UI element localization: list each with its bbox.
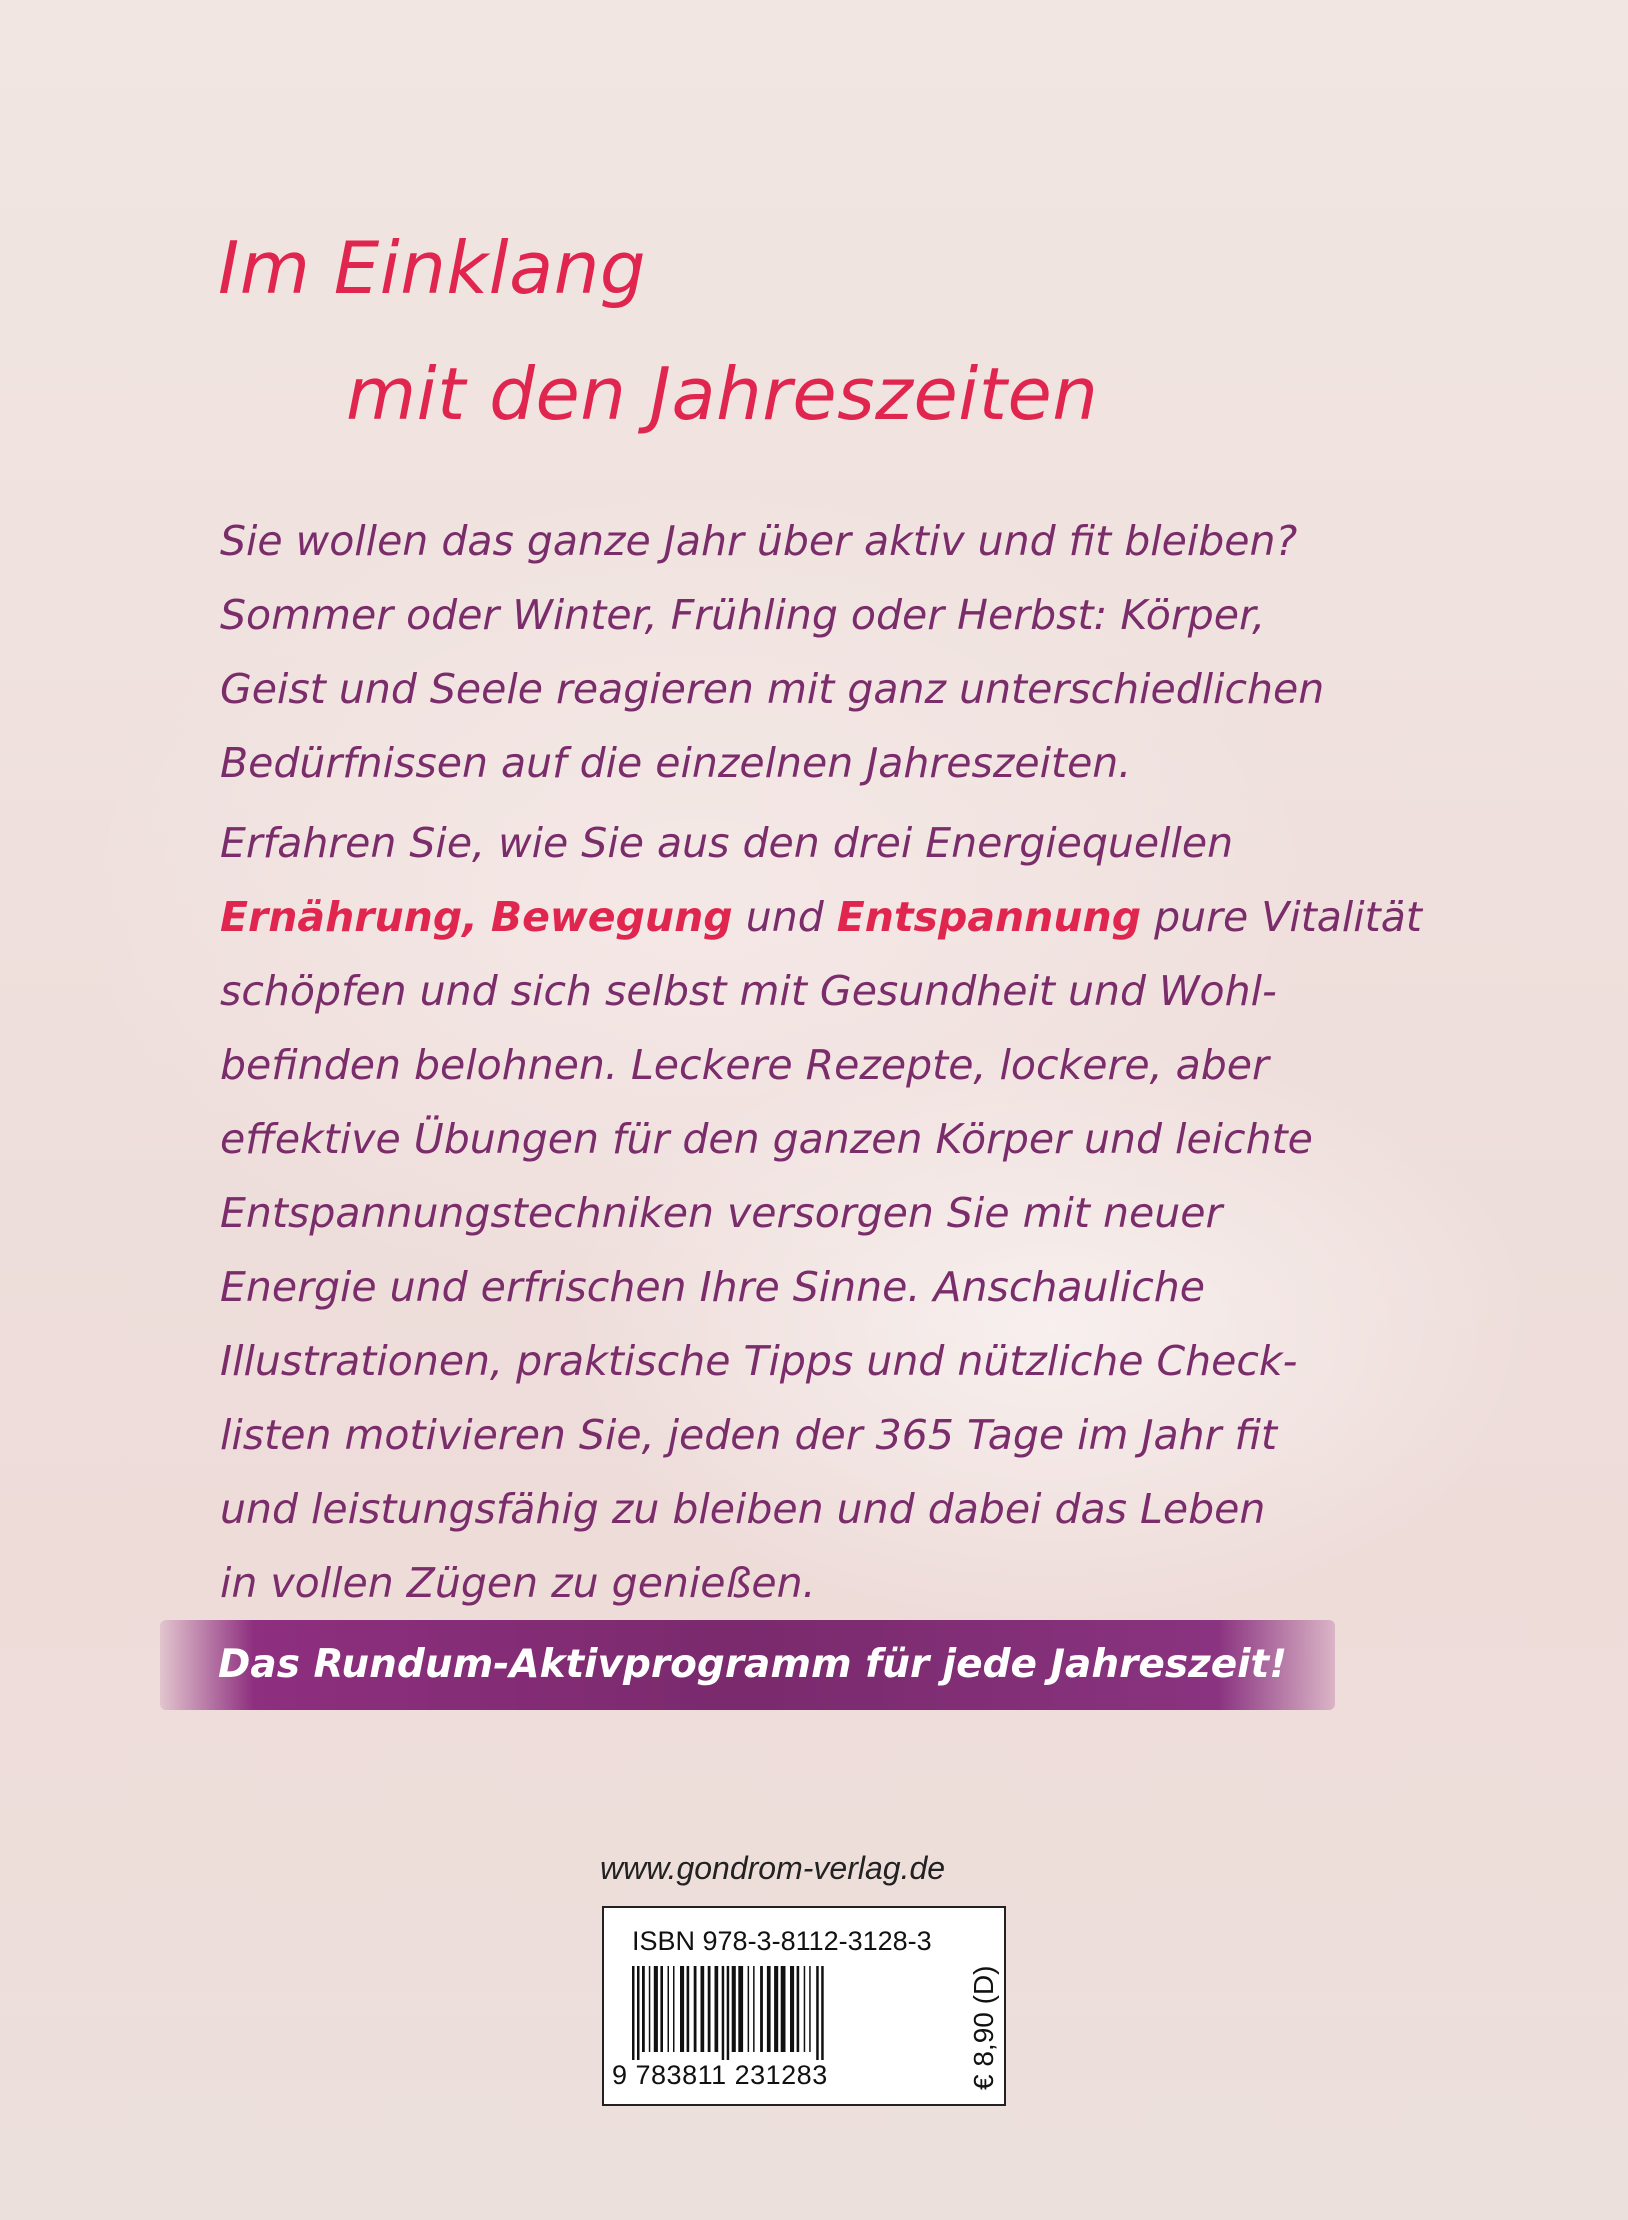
intro-paragraph: [220, 504, 1400, 800]
barcode-bar: [660, 1966, 663, 2052]
text-line: Entspannungstechniken versorgen Sie mit neuer: [220, 1189, 1223, 1237]
barcode-bar: [642, 1966, 645, 2052]
text-line: Energie und erfrischen Ihre Sinne. Anschauliche: [220, 1263, 1206, 1311]
isbn-text: ISBN 978-3-8112-3128-3: [632, 1926, 932, 1956]
barcode-bar: [715, 1966, 719, 2052]
highlight-bewegung: Bewegung: [490, 893, 733, 941]
tagline-banner: [160, 1620, 1335, 1710]
barcode-digits: 9 783811 231283: [612, 2060, 828, 2090]
text-line: Geist und Seele reagieren mit ganz unterschiedlichen: [220, 665, 1325, 713]
barcode-bar: [727, 1966, 730, 2060]
description-paragraph: [220, 806, 1422, 1620]
barcode-bar: [673, 1966, 675, 2052]
barcode-bar: [790, 1966, 794, 2052]
publisher-website: www.gondrom-verlag.de: [600, 1850, 946, 1886]
barcode-bar: [694, 1966, 697, 2052]
barcode-bar: [668, 1966, 670, 2052]
line-rest: pure Vitalität: [1154, 893, 1422, 941]
barcode-bar: [774, 1966, 778, 2052]
barcode-bar: [748, 1966, 750, 2052]
text-line: Erfahren Sie, wie Sie aus den drei Energiequellen: [220, 819, 1234, 867]
text-line: listen motivieren Sie, jeden der 365 Tage im Jahr fit: [220, 1411, 1278, 1459]
barcode-bar: [804, 1966, 806, 2052]
conjunction: und: [745, 893, 824, 941]
barcode-bars: [632, 1966, 942, 2060]
barcode-bar: [722, 1966, 725, 2060]
barcode-bar: [797, 1966, 800, 2052]
barcode-bar: [680, 1966, 684, 2052]
headline-line-2: mit den Jahreszeiten: [346, 352, 1099, 436]
text-line: Illustrationen, praktische Tipps und nützliche Check-: [220, 1337, 1298, 1385]
barcode-bar: [654, 1966, 658, 2052]
text-line: schöpfen und sich selbst mit Gesundheit und Wohl-: [220, 967, 1277, 1015]
text-line: Bedürfnissen auf die einzelnen Jahreszeiten.: [220, 739, 1132, 787]
barcode-bar: [738, 1966, 743, 2052]
barcode-bar: [632, 1966, 635, 2060]
highlight-entspannung: Entspannung: [836, 893, 1142, 941]
text-line: befinden belohnen. Leckere Rezepte, lockere, aber: [220, 1041, 1269, 1089]
text-line: in vollen Zügen zu genießen.: [220, 1559, 816, 1607]
barcode-bar: [809, 1966, 811, 2052]
barcode-bar: [753, 1966, 755, 2052]
text-line: Sommer oder Winter, Frühling oder Herbst: Körper,: [220, 591, 1266, 639]
barcode-bar: [767, 1966, 771, 2052]
text-line: effektive Übungen für den ganzen Körper und leichte: [220, 1115, 1313, 1163]
tagline-text: Das Rundum-Aktivprogramm für jede Jahreszeit!: [218, 1642, 1287, 1687]
text-line: und leistungsfähig zu bleiben und dabei das Leben: [220, 1485, 1266, 1533]
price-label: € 8,90 (D): [968, 1965, 999, 2090]
barcode-bar: [687, 1966, 690, 2052]
text-line: Sie wollen das ganze Jahr über aktiv und fit bleiben?: [220, 517, 1298, 565]
text-line-highlights: [220, 880, 1422, 954]
barcode-bar: [732, 1966, 736, 2052]
barcode-bar: [821, 1966, 824, 2060]
barcode-bar: [649, 1966, 651, 2052]
highlight-ernaehrung: Ernährung,: [220, 893, 478, 941]
barcode-bar: [708, 1966, 711, 2052]
barcode-bar: [781, 1966, 786, 2052]
barcode-bar: [760, 1966, 763, 2052]
headline-line-1: Im Einklang: [218, 226, 647, 310]
barcode-box: [602, 1906, 1006, 2106]
barcode-bar: [816, 1966, 819, 2060]
barcode-bar: [701, 1966, 705, 2052]
barcode-bar: [637, 1966, 640, 2060]
